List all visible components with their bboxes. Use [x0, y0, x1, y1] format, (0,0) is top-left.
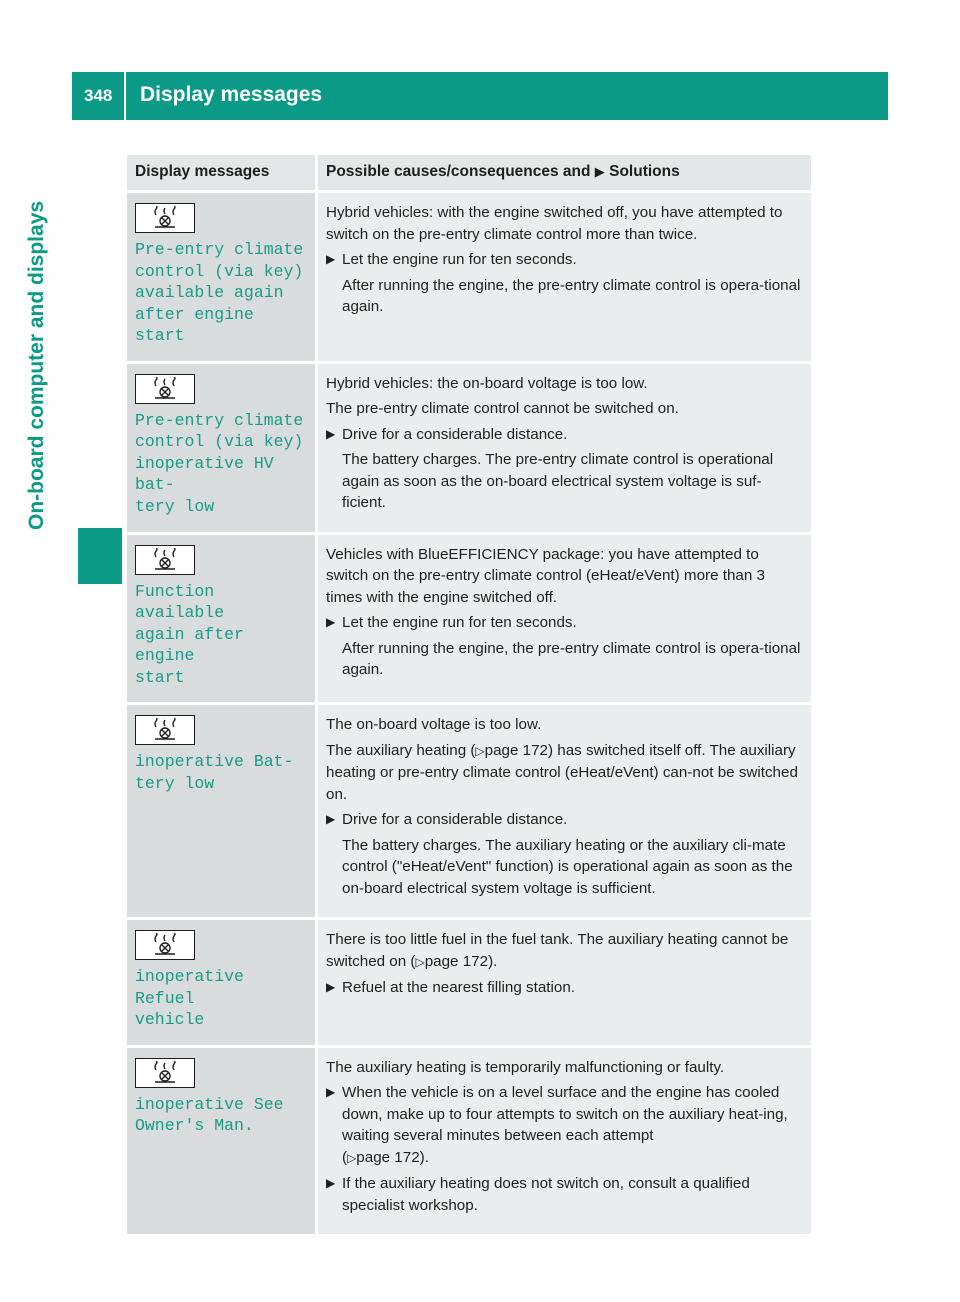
page-reference-link[interactable]: page 172: [484, 741, 549, 759]
message-cell: [127, 361, 318, 532]
result-text: The battery charges. The auxiliary heating or the auxiliary cli-mate control ("eHeat/eVent" function) is operational again as soon as the on-board electrical system voltage is sufficient.: [342, 836, 793, 897]
table-header-row: [127, 155, 811, 190]
arrow-right-icon: ▶: [326, 252, 336, 266]
message-text: Pre-entry climate control (via key) inoperative HV bat‐ tery low: [135, 410, 304, 516]
table-row: [127, 917, 811, 1045]
solution-cell: [318, 1045, 811, 1235]
result-text: After running the engine, the pre-entry climate control is opera-tional again.: [342, 639, 801, 678]
message-cell: [127, 1045, 318, 1235]
climate-fan-icon: [135, 374, 195, 404]
step: [326, 1173, 803, 1216]
page-reference-triangle-icon: ▷: [475, 743, 485, 758]
page-header: [72, 72, 888, 120]
cause-text: Vehicles with BlueEFFICIENCY package: you have attempted to switch on the pre-entry climate control (eHeat/eVent) more than 3 times with the engine switched off.: [326, 545, 765, 606]
step-text: Let the engine run for ten seconds.: [342, 251, 577, 268]
cause-text: The on-board voltage is too low.: [326, 716, 542, 733]
solution-cell: [318, 190, 811, 361]
solution-cell: [318, 917, 811, 1045]
cause-text: [326, 740, 803, 806]
step-text: Drive for a considerable distance.: [342, 425, 568, 443]
message-text: inoperative See Owner's Man.: [135, 1094, 284, 1135]
table-row: [127, 190, 811, 361]
step-text: When the vehicle is on a level surface and the engine has cooled down, make up to four attempts to switch on the auxiliary heat-ing, waiting several minutes between each attempt: [342, 1084, 788, 1144]
message-text: Pre-entry climate control (via key) available again after engine start: [135, 240, 304, 345]
page-reference-link[interactable]: page 172: [424, 952, 489, 970]
cause-text-post: ).: [488, 952, 498, 970]
col-header-post: Solutions: [609, 163, 680, 180]
arrow-right-icon: ▶: [326, 1176, 336, 1190]
step: [326, 612, 803, 634]
step-text: Let the engine run for ten seconds.: [342, 614, 577, 631]
cause-text: Hybrid vehicles: with the engine switched off, you have attempted to switch on the pre-entry climate control more than twice.: [326, 204, 783, 243]
table-row: [127, 1045, 811, 1235]
step-text: Drive for a considerable distance.: [342, 811, 568, 828]
step: [326, 977, 803, 999]
solution-cell: [318, 532, 811, 703]
col-header-pre: Possible causes/consequences and: [326, 163, 591, 180]
step-text: Refuel at the nearest filling station.: [342, 979, 576, 996]
step: [326, 424, 803, 446]
climate-fan-icon: [135, 203, 195, 233]
message-text: Function available again after engine start: [135, 581, 244, 687]
arrow-right-icon: ▶: [326, 426, 336, 441]
arrow-right-icon: ▶: [326, 615, 336, 629]
page-reference-link[interactable]: page 172: [356, 1148, 420, 1166]
page-reference-triangle-icon: ▷: [415, 954, 425, 969]
message-cell: [127, 190, 318, 361]
climate-fan-icon: [135, 930, 195, 960]
step-text: If the auxiliary heating does not switch on, consult a qualified specialist workshop.: [342, 1175, 750, 1214]
side-tab-label: On-board computer and displays: [25, 200, 48, 530]
header-divider: [124, 72, 126, 120]
climate-fan-icon: [135, 545, 195, 575]
display-messages-table: [127, 155, 811, 1234]
table-row: [127, 361, 811, 532]
message-cell: [127, 917, 318, 1045]
cause-text-pre: There is too little fuel in the fuel tank. The auxiliary heating cannot be switched on (: [326, 931, 789, 970]
arrow-right-icon: ▶: [326, 980, 336, 994]
col-header-solutions: [318, 155, 811, 190]
result-text: The battery charges. The pre-entry climate control is operational again as soon as the on-board electrical system voltage is suf-ficient.: [342, 451, 774, 511]
solution-cell: [318, 702, 811, 917]
header-title: Display messages: [140, 83, 323, 106]
result-text: After running the engine, the pre-entry climate control is opera-tional again.: [342, 276, 801, 315]
side-tab-block: [78, 528, 122, 584]
cause-text-post: ) has switched itself off. The auxiliary heating or pre-entry climate control (eHeat/eVent) can-not be switched on.: [326, 741, 798, 803]
message-text: inoperative Refuel vehicle: [135, 967, 244, 1029]
message-text: inoperative Bat‐ tery low: [135, 752, 294, 793]
message-cell: [127, 702, 318, 917]
arrow-right-icon: ▶: [594, 164, 605, 179]
step: ▶ When the vehicle is on a level surface and the engine has cooled down, make up to four attempts to switch on the auxiliary heat-ing, waiting several minutes between each attempt (▷page 172).: [326, 1084, 788, 1166]
message-cell: [127, 532, 318, 703]
step: [326, 249, 803, 271]
arrow-right-icon: ▶: [326, 812, 336, 826]
cause-text: The pre-entry climate control cannot be switched on.: [326, 400, 679, 417]
step-text-post: ).: [419, 1148, 429, 1166]
step: [326, 809, 803, 831]
col-header-messages: Display messages: [127, 155, 318, 190]
table-row: [127, 532, 811, 703]
cause-text: [326, 929, 803, 973]
climate-fan-icon: [135, 715, 195, 745]
arrow-right-icon: ▶: [326, 1085, 336, 1099]
cause-text: Hybrid vehicles: the on-board voltage is too low.: [326, 374, 648, 392]
solution-cell: [318, 361, 811, 532]
table-row: [127, 702, 811, 917]
climate-fan-icon: [135, 1058, 195, 1088]
page-reference-triangle-icon: ▷: [347, 1150, 357, 1165]
page-number: 348: [84, 86, 113, 105]
cause-text-pre: The auxiliary heating (: [326, 741, 476, 759]
cause-text: The auxiliary heating is temporarily malfunctioning or faulty.: [326, 1058, 725, 1076]
